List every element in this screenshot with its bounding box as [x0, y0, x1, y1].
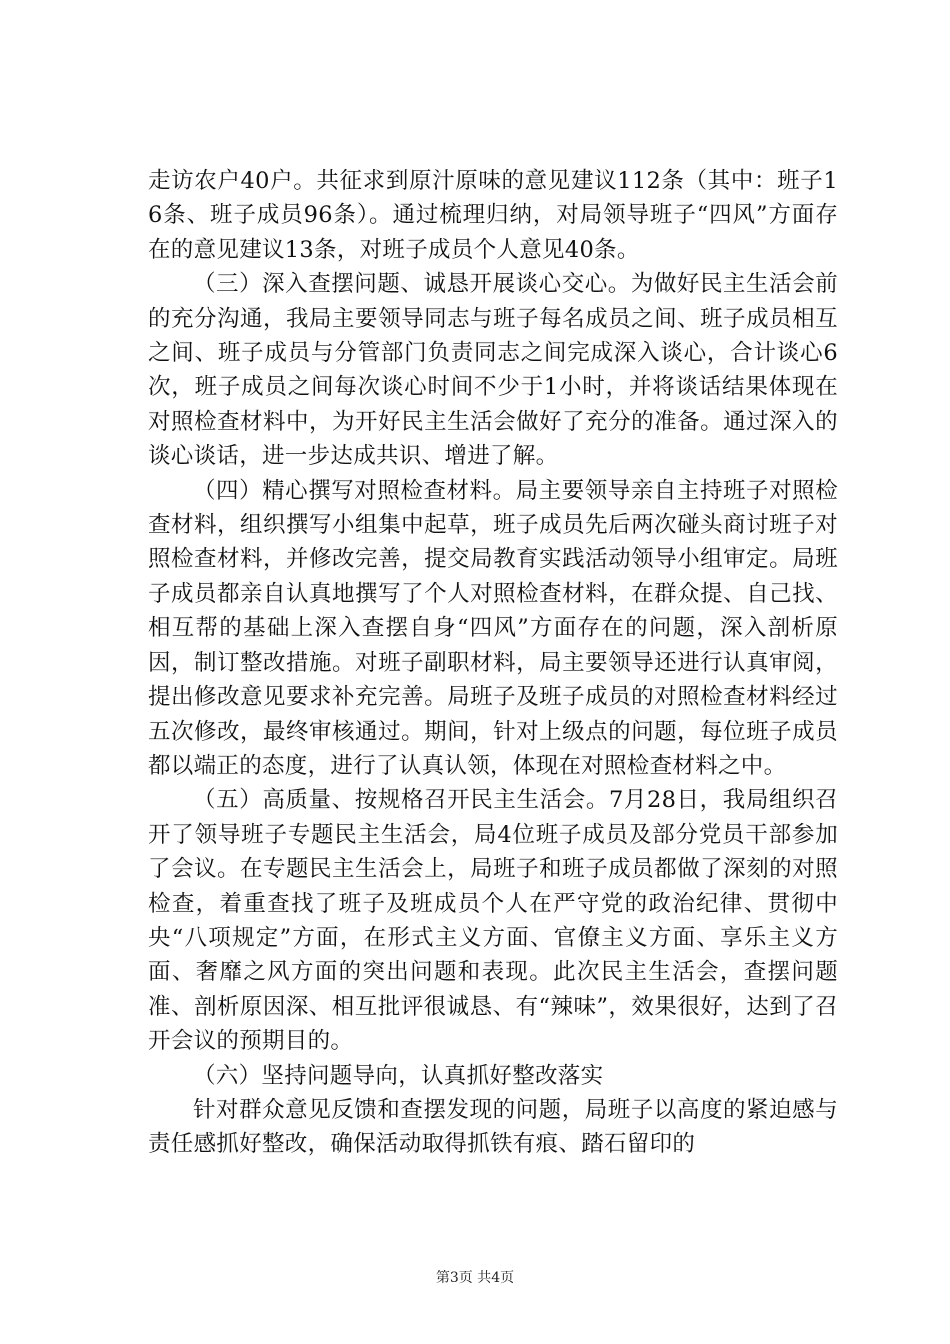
- paragraph-2: （三）深入查摆问题、诚恳开展谈心交心。为做好民主生活会前的充分沟通，我局主要领导同志与班子每名成员之间、班子成员相互之间、班子成员与分管部门负责同志之间完成深入谈心，合计谈心6次，班子成员之间每次谈心时间不少于1小时，并将谈话结果体现在对照检查材料中，为开好民主生活会做好了充分的准备。通过深入的谈心谈话，进一步达成共识、增进了解。: [148, 271, 838, 470]
- page-footer: 第3页 共4页: [435, 1270, 515, 1286]
- paragraph-5-heading: （六）坚持问题导向，认真抓好整改落实: [193, 1062, 604, 1089]
- paragraph-4: （五）高质量、按规格召开民主生活会。7月28日，我局组织召开了领导班子专题民主生活会，局4位班子成员及部分党员干部参加了会议。在专题民主生活会上，局班子和班子成员都做了深刻的对照检查，着重查找了班子及班成员个人在严守党的政治纪律、贯彻中央“八项规定”方面，在形式主义方面、官僚主义方面、享乐主义方面、奢靡之风方面的突出问题和表现。此次民主生活会，查摆问题准、剖析原因深、相互批评很诚恳、有“辣味”，效果很好，达到了召开会议的预期目的。: [148, 787, 838, 1055]
- document-body: [148, 164, 838, 1162]
- paragraph-1: 走访农户40户。共征求到原汁原味的意见建议112条（其中：班子16条、班子成员96条）。通过梳理归纳，对局领导班子“四风”方面存在的意见建议13条，对班子成员个人意见40条。: [148, 168, 838, 263]
- paragraph-6: 针对群众意见反馈和查摆发现的问题，局班子以高度的紧迫感与责任感抓好整改，确保活动取得抓铁有痕、踏石留印的: [148, 1096, 838, 1158]
- paragraph-3: （四）精心撰写对照检查材料。局主要领导亲自主持班子对照检查材料，组织撰写小组集中起草，班子成员先后两次碰头商讨班子对照检查材料，并修改完善，提交局教育实践活动领导小组审定。局班子成员都亲自认真地撰写了个人对照检查材料，在群众提、自己找、相互帮的基础上深入查摆自身“四风”方面存在的问题，深入剖析原因，制订整改措施。对班子副职材料，局主要领导还进行认真审阅，提出修改意见要求补充完善。局班子及班子成员的对照检查材料经过五次修改，最终审核通过。期间，针对上级点的问题，每位班子成员都以端正的态度，进行了认真认领，体现在对照检查材料之中。: [148, 477, 838, 779]
